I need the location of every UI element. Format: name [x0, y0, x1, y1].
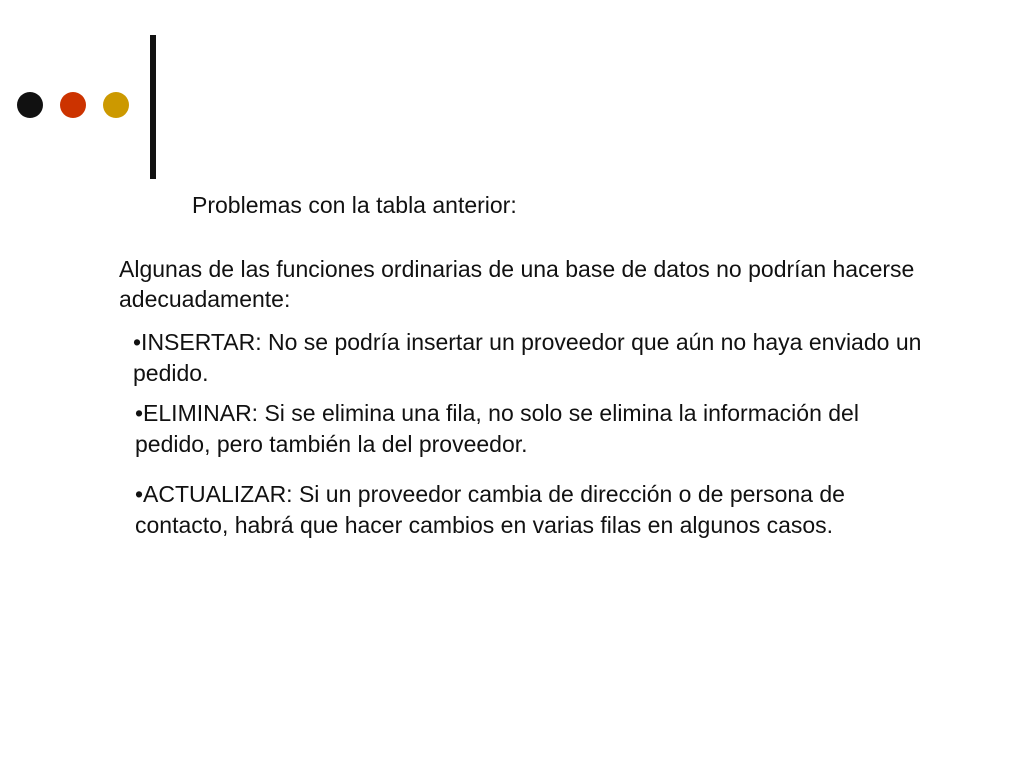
bullet-insertar: •INSERTAR: No se podría insertar un proveedor que aún no haya enviado un pedido.: [133, 329, 922, 386]
decorative-vertical-line: [150, 35, 156, 179]
decorative-gold-dot: [103, 92, 129, 118]
decorative-red-dot: [60, 92, 86, 118]
slide-subtitle: Problemas con la tabla anterior:: [192, 192, 517, 218]
bullet-eliminar: •ELIMINAR: Si se elimina una fila, no solo se elimina la información del pedido, pero también la del proveedor.: [135, 400, 859, 457]
decorative-black-dot: [17, 92, 43, 118]
bullet-actualizar: •ACTUALIZAR: Si un proveedor cambia de dirección o de persona de contacto, habrá que hacer cambios en varias filas en algunos casos.: [135, 481, 845, 538]
intro-paragraph: Algunas de las funciones ordinarias de una base de datos no podrían hacerse adecuadamente:: [119, 256, 915, 312]
